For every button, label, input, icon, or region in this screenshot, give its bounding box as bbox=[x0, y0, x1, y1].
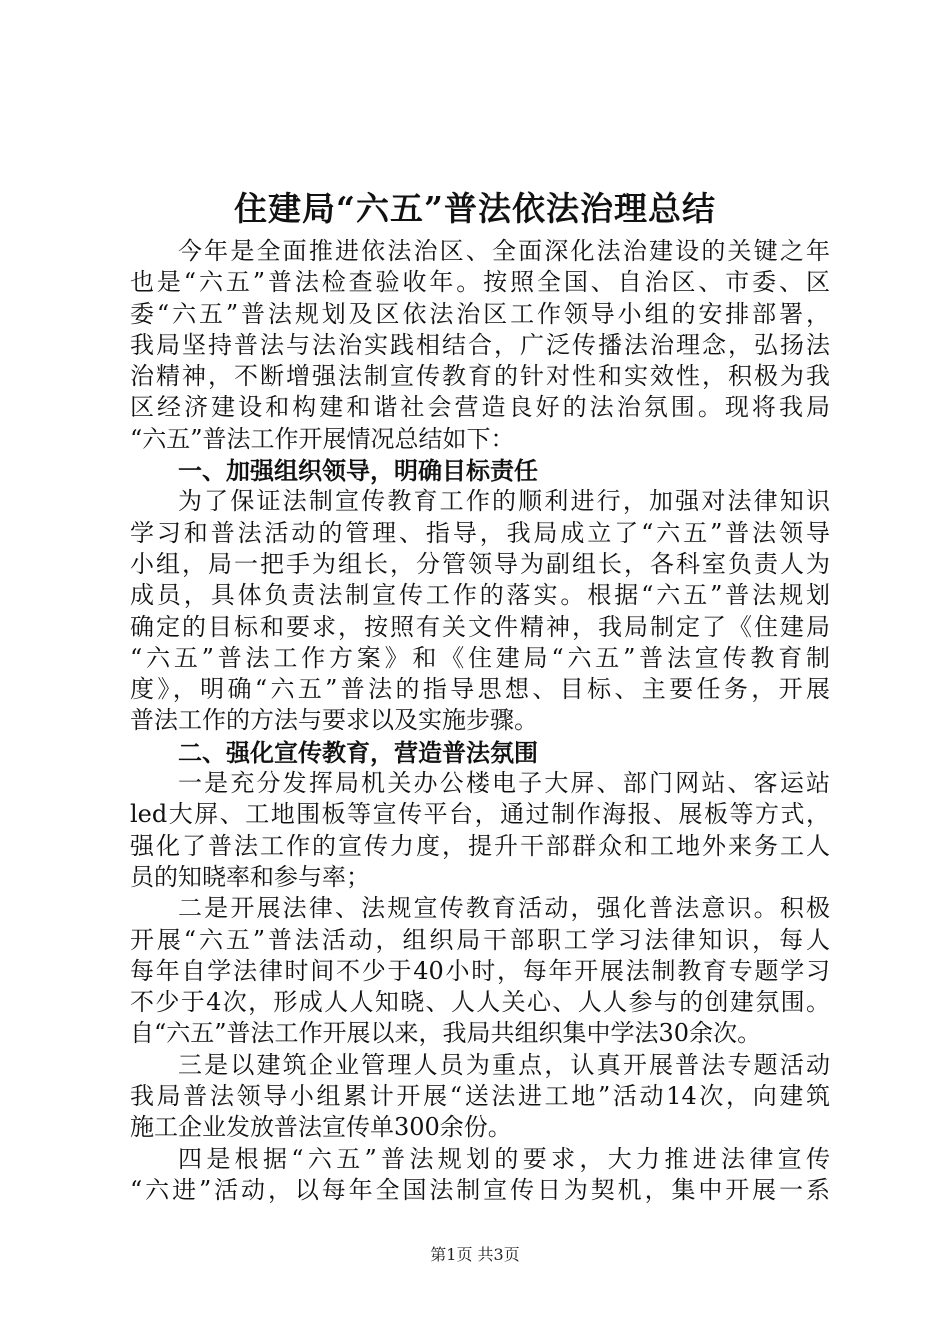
paragraph-line: 三是以建筑企业管理人员为重点，认真开展普法专题活动 bbox=[178, 1050, 830, 1079]
paragraph-line: “六五”普法工作方案》和《住建局“六五”普法宣传教育制 bbox=[130, 643, 830, 672]
paragraph-line: 确定的目标和要求，按照有关文件精神，我局制定了《住建局 bbox=[130, 612, 830, 641]
section-heading: 一、加强组织领导，明确目标责任 bbox=[178, 456, 538, 486]
paragraph-line: 强化了普法工作的宣传力度，提升干部群众和工地外来务工人 bbox=[130, 831, 830, 860]
paragraph-line: 小组，局一把手为组长，分管领导为副组长，各科室负责人为 bbox=[130, 549, 830, 578]
paragraph-line: 四是根据“六五”普法规划的要求，大力推进法律宣传 bbox=[178, 1144, 830, 1173]
paragraph-line: 成员，具体负责法制宣传工作的落实。根据“六五”普法规划 bbox=[130, 581, 830, 610]
paragraph-line: 治精神，不断增强法制宣传教育的针对性和实效性，积极为我 bbox=[130, 362, 830, 391]
paragraph-line: “六五”普法工作开展情况总结如下： bbox=[130, 424, 515, 453]
paragraph-line: 我局普法领导小组累计开展“送法进工地”活动14次，向建筑 bbox=[130, 1082, 830, 1111]
page-footer: 第1页 共3页 bbox=[430, 1245, 520, 1264]
paragraph-line: “六进”活动，以每年全国法制宣传日为契机，集中开展一系 bbox=[130, 1175, 830, 1204]
paragraph-line: led大屏、工地围板等宣传平台，通过制作海报、展板等方式， bbox=[130, 800, 830, 829]
paragraph-line: 二是开展法律、法规宣传教育活动，强化普法意识。积极 bbox=[178, 894, 830, 923]
paragraph-line: 也是“六五”普法检查验收年。按照全国、自治区、市委、区 bbox=[130, 268, 830, 297]
paragraph-line: 一是充分发挥局机关办公楼电子大屏、部门网站、客运站 bbox=[178, 769, 830, 798]
paragraph-line: 每年自学法律时间不少于40小时，每年开展法制教育专题学习 bbox=[130, 956, 830, 985]
paragraph-line: 员的知晓率和参与率； bbox=[130, 862, 370, 891]
paragraph-line: 不少于4次，形成人人知晓、人人关心、人人参与的创建氛围。 bbox=[130, 988, 830, 1017]
document-title: 住建局“六五”普法依法治理总结 bbox=[234, 189, 716, 228]
paragraph-line: 我局坚持普法与法治实践相结合，广泛传播法治理念，弘扬法 bbox=[130, 330, 830, 359]
paragraph-line: 为了保证法制宣传教育工作的顺利进行，加强对法律知识 bbox=[178, 487, 830, 516]
paragraph-line: 今年是全面推进依法治区、全面深化法治建设的关键之年 bbox=[178, 237, 830, 265]
section-heading: 二、强化宣传教育，营造普法氛围 bbox=[178, 737, 538, 767]
paragraph-line: 自“六五”普法工作开展以来，我局共组织集中学法30余次。 bbox=[130, 1019, 762, 1048]
paragraph-line: 普法工作的方法与要求以及实施步骤。 bbox=[130, 706, 538, 735]
paragraph-line: 委“六五”普法规划及区依法治区工作领导小组的安排部署， bbox=[130, 299, 830, 328]
paragraph-line: 度》，明确“六五”普法的指导思想、目标、主要任务，开展 bbox=[130, 675, 830, 704]
document-body bbox=[130, 236, 830, 1206]
paragraph-line: 学习和普法活动的管理、指导，我局成立了“六五”普法领导 bbox=[130, 518, 830, 547]
paragraph-line: 开展“六五”普法活动，组织局干部职工学习法律知识，每人 bbox=[130, 925, 830, 954]
paragraph-line: 区经济建设和构建和谐社会营造良好的法治氛围。现将我局 bbox=[130, 393, 830, 422]
paragraph-line: 施工企业发放普法宣传单300余份。 bbox=[130, 1113, 512, 1142]
